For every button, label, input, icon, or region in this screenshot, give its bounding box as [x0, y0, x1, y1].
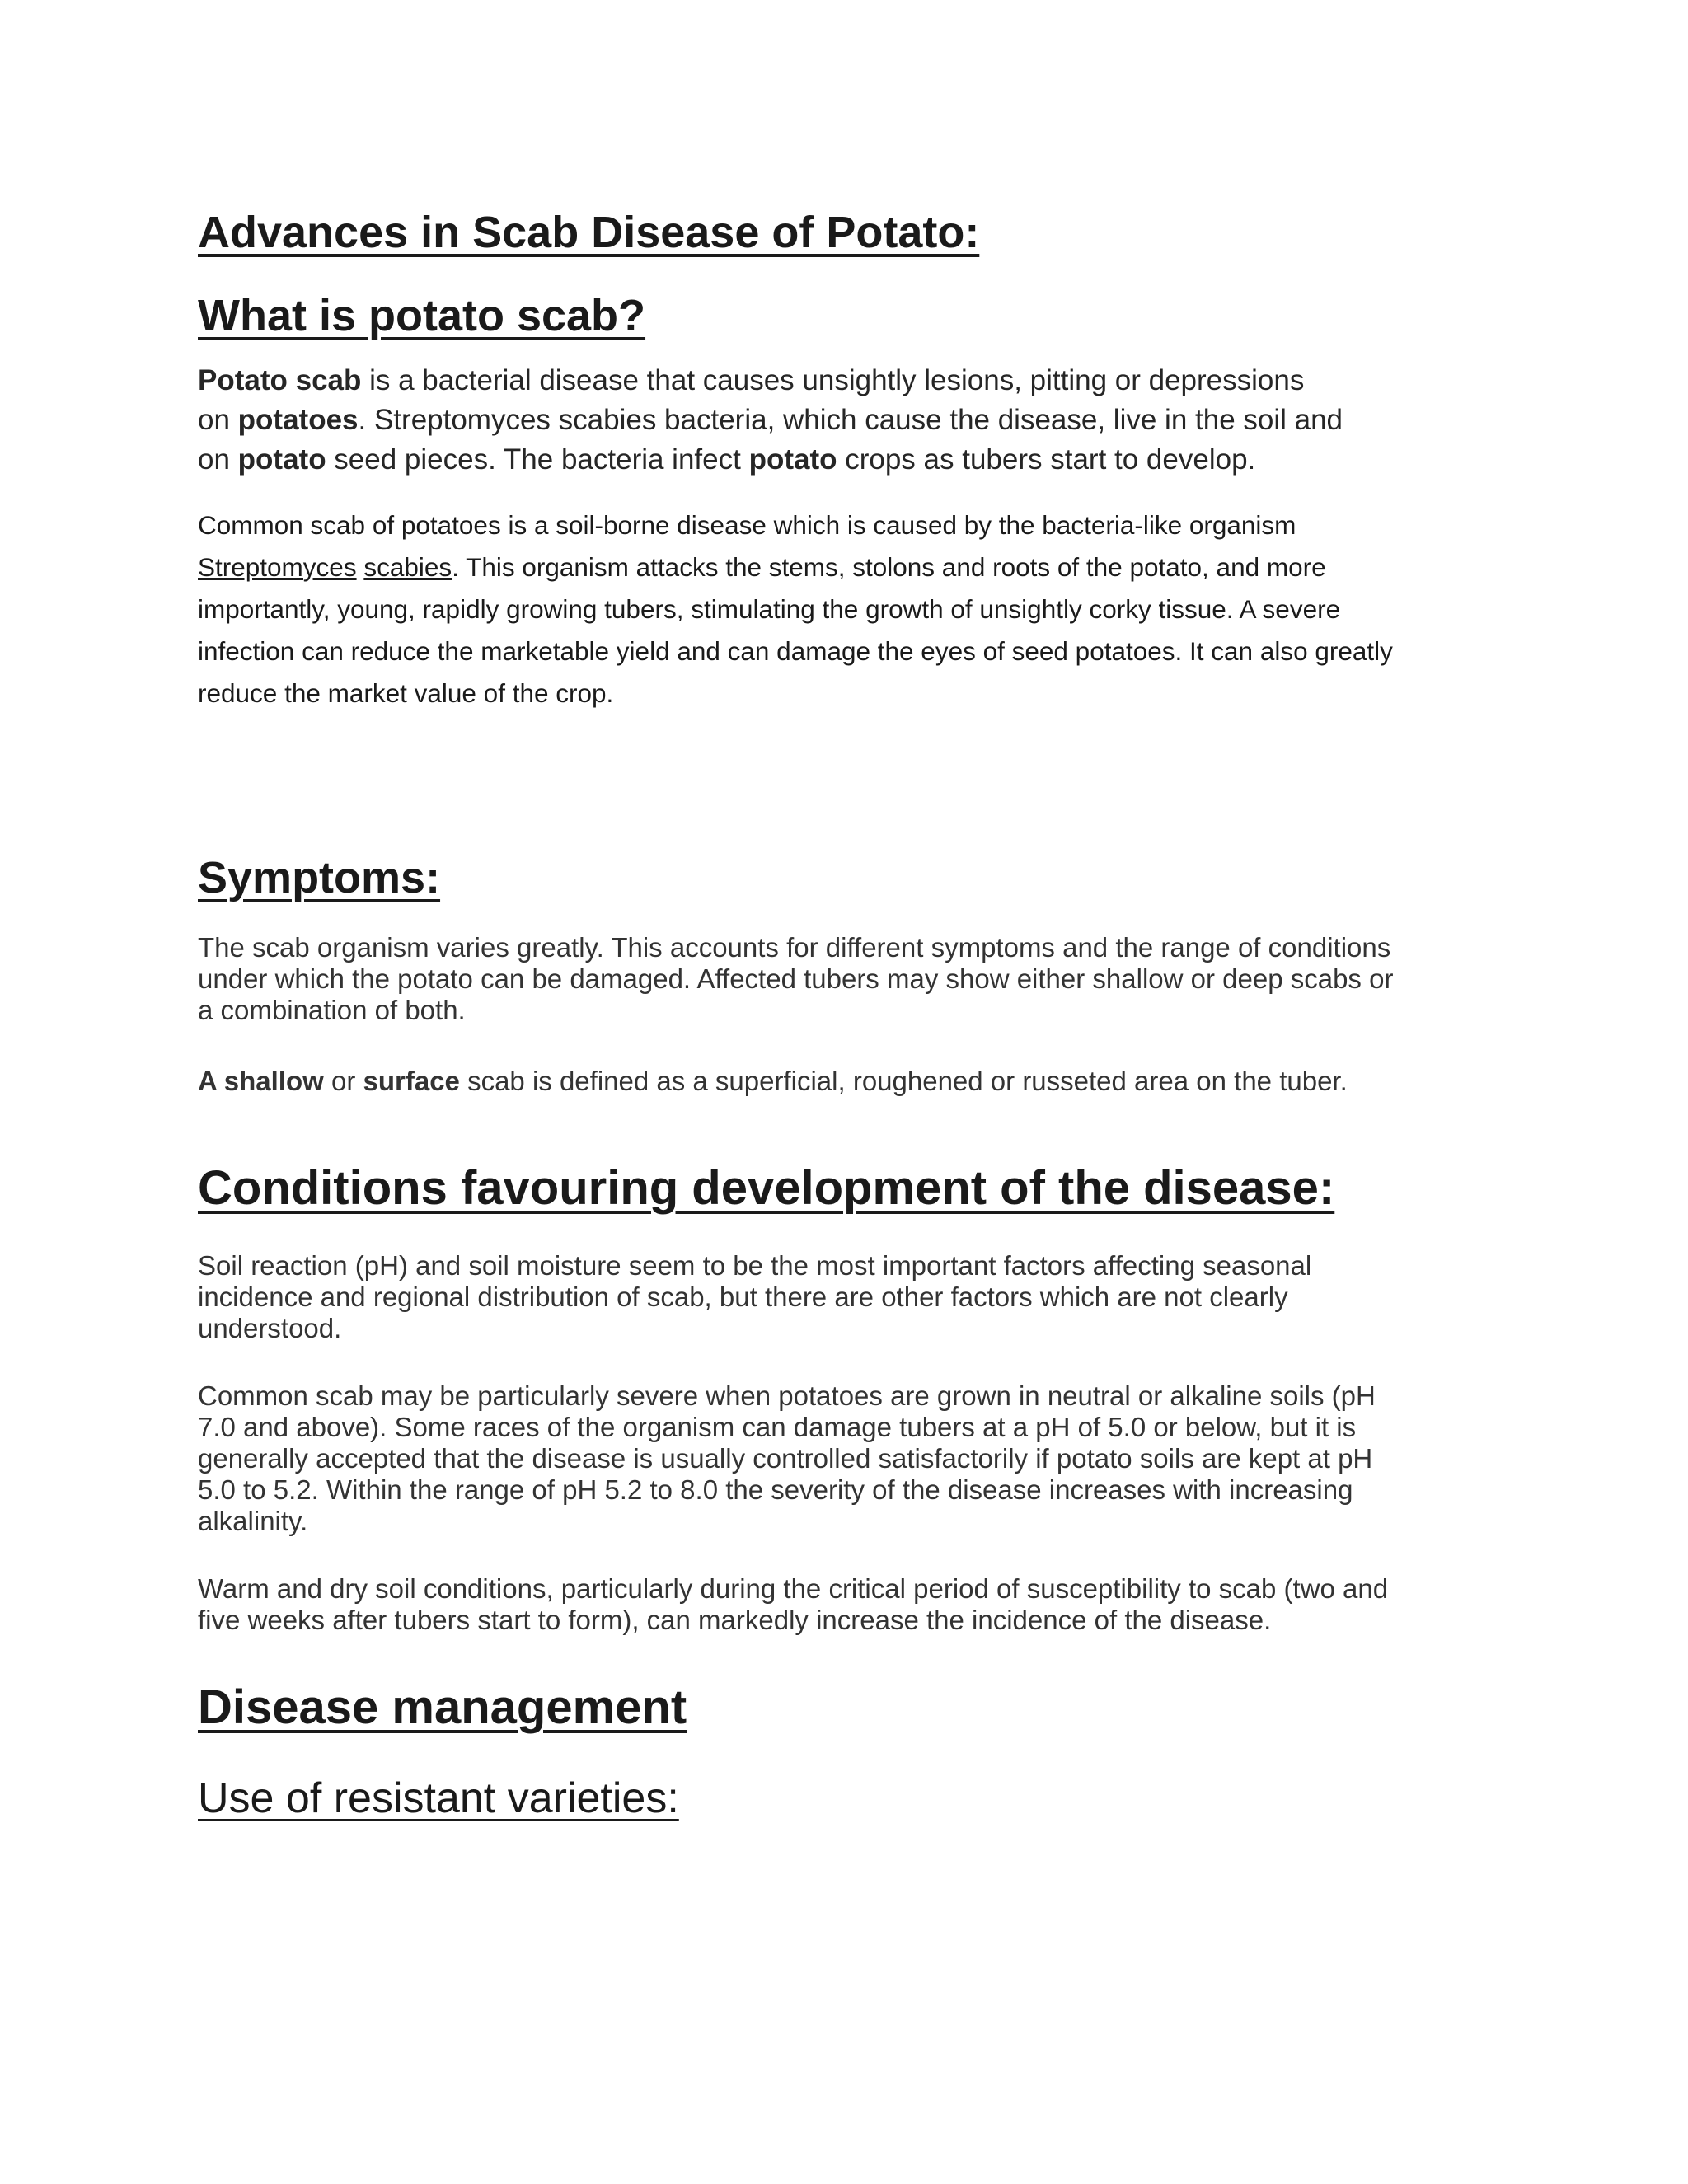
what-para-1-bold-3: potato	[237, 443, 326, 476]
what-para-1: Potato scab is a bacterial disease that causes unsightly lesions, pitting or depressions on potatoes. Streptomyces scabies bacteria, which cause the disease, live in the soil and on potato seed pieces. The bacteria infect potato crops as tubers start to develop.	[198, 363, 1343, 476]
conditions-heading: Conditions favouring development of the disease:	[198, 1161, 1335, 1216]
species-name: scabies	[363, 551, 452, 582]
management-heading: Disease management	[198, 1680, 687, 1734]
document-title: Advances in Scab Disease of Potato:	[198, 208, 980, 257]
genus-name: Streptomyces	[198, 551, 357, 582]
conditions-para-3: Warm and dry soil conditions, particularly during the critical period of susceptibility to scab (two and five weeks after tubers start to form), can markedly increase the incidence of the disease.	[198, 1572, 1389, 1635]
what-para-1-bold-4: potato	[748, 443, 837, 476]
what-para-1-bold-2: potatoes	[237, 403, 359, 436]
document-page	[198, 206, 1500, 1824]
what-para-1-bold-1: Potato scab	[198, 363, 362, 396]
symptoms-para-2: A shallow or surface scab is defined as a superficial, roughened or russeted area on the tuber.	[198, 1066, 1348, 1097]
conditions-para-1: Soil reaction (pH) and soil moisture seem to be the most important factors affecting seasonal incidence and regional distribution of scab, but there are other factors which are not clearly understood.	[198, 1249, 1312, 1343]
symptoms-para-1: The scab organism varies greatly. This accounts for different symptoms and the range of conditions under which the potato can be damaged. Affected tubers may show either shallow or deep scabs or a combination of both.	[198, 932, 1394, 1026]
what-is-heading: What is potato scab?	[198, 290, 646, 340]
symptoms-heading: Symptoms:	[198, 852, 441, 902]
what-para-2: Common scab of potatoes is a soil-borne disease which is caused by the bacteria-like organism Streptomyces scabies. This organism attacks the stems, stolons and roots of the potato, and more importantly, young, rapidly growing tubers, stimulating the growth of unsightly corky tissue. A severe infection can reduce the marketable yield and can damage the eyes of seed potatoes. It can also greatly reduce the market value of the crop.	[198, 509, 1393, 708]
resistant-varieties-heading: Use of resistant varieties:	[198, 1774, 679, 1822]
conditions-para-2: Common scab may be particularly severe when potatoes are grown in neutral or alkaline soils (pH 7.0 and above). Some races of the organism can damage tubers at a pH of 5.0 or below, but it is generally accepted that the disease is usually controlled satisfactorily if potato soils are kept at pH 5.0 to 5.2. Within the range of pH 5.2 to 8.0 the severity of the disease increases with increasing alkalinity.	[198, 1380, 1376, 1536]
